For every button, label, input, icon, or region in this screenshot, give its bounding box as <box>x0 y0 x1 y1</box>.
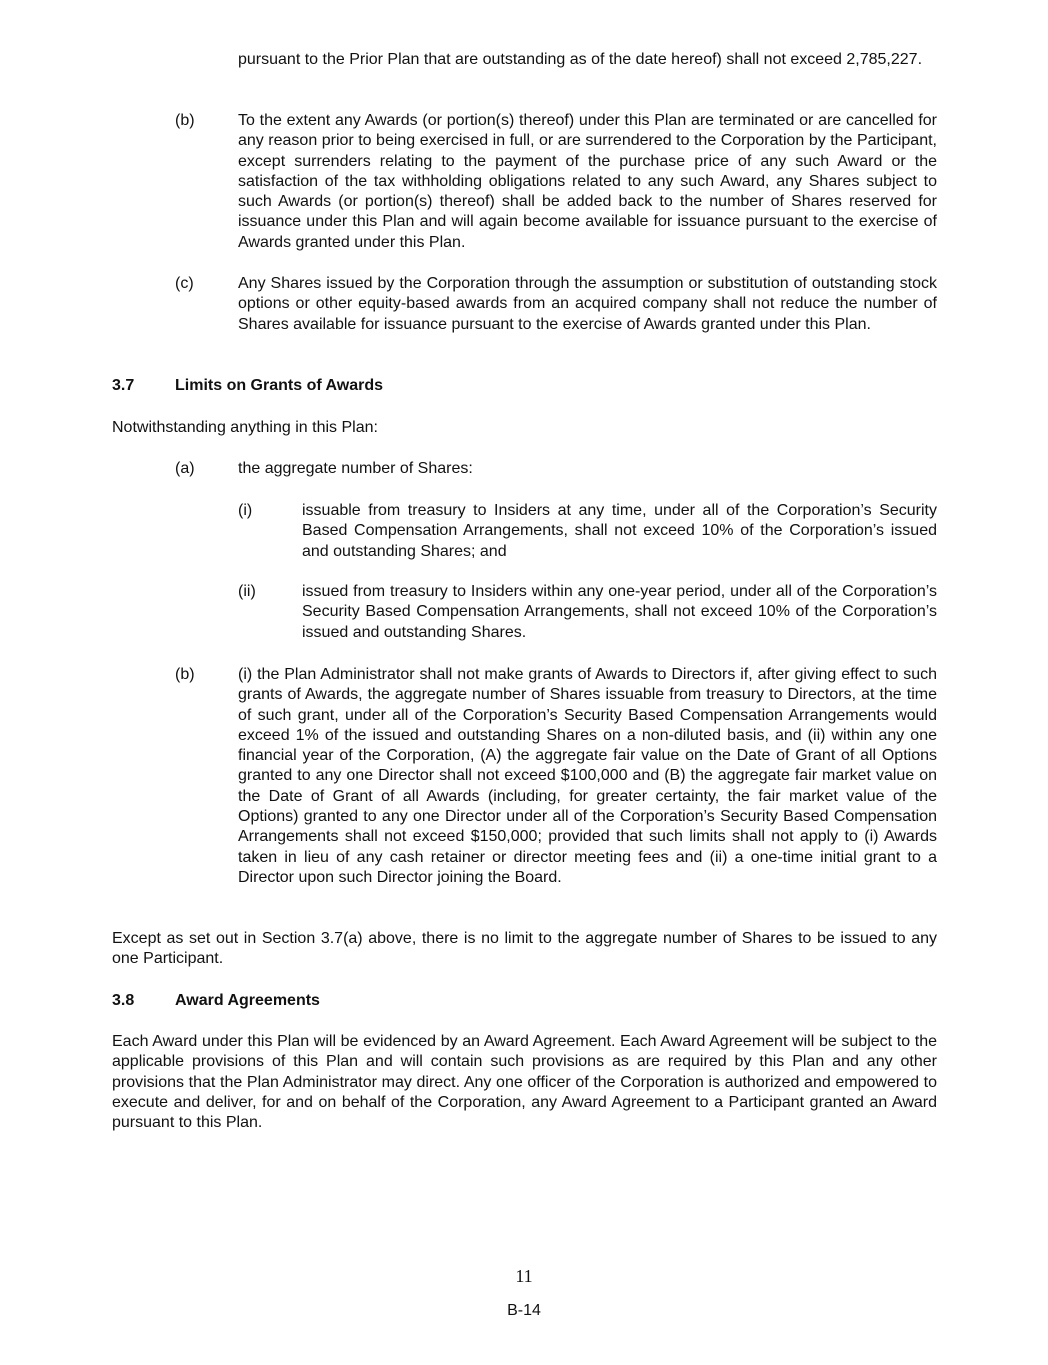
item-label: (c) <box>175 275 194 292</box>
award-agreements-paragraph: Each Award under this Plan will be evidenced by an Award Agreement. Each Award Agreement will be subject to the applicable provisions of this Plan and will contain such provisions as are required by this Plan and any other provisions that the Plan Administrator may direct. Any one officer of the Corporation is authorized and empowered to execute and deliver, for and on behalf of the Corporation, any Award Agreement to a Participant granted an Award pursuant to this Plan. <box>112 1033 937 1132</box>
section-title: Limits on Grants of Awards <box>175 377 384 394</box>
page-number: 11 <box>515 1266 533 1286</box>
subitem-label: (i) <box>238 502 253 519</box>
section-number: 3.8 <box>112 992 135 1009</box>
item-label: (a) <box>175 460 195 477</box>
item-label: (b) <box>175 666 195 683</box>
intro-paragraph: Notwithstanding anything in this Plan: <box>112 419 378 436</box>
section-title: Award Agreements <box>175 992 320 1009</box>
item-text: (i) the Plan Administrator shall not make grants of Awards to Directors if, after giving effect to such grants of Awards, the aggregate number of Shares issuable from treasury to Directors, at the time of such grant, under all of the Corporation’s Security Based Compensation Arrangements would exceed 1% of the issued and outstanding Shares on a non-diluted basis, and (ii) within any one financial year of the Corporation, (A) the aggregate fair value on the Date of Grant of all Options granted to any one Director shall not exceed $100,000 and (B) the aggregate fair market value on the Date of Grant of all Awards (including, for greater certainty, the fair market value of the Options) granted to any one Director under all of the Corporation’s Security Based Compensation Arrangements shall not exceed $150,000; provided that such limits shall not apply to (i) Awards taken in lieu of any cash retainer or director meeting fees and (ii) a one-time initial grant to a Director upon such Director joining the Board. <box>238 666 937 886</box>
item-text: Any Shares issued by the Corporation through the assumption or substitution of outstanding stock options or other equity-based awards from an acquired company shall not reduce the number of Shares available for issuance pursuant to the exercise of Awards granted under this Plan. <box>238 275 937 333</box>
section-number: 3.7 <box>112 377 135 394</box>
subitem-text: issuable from treasury to Insiders at any time, under all of the Corporation’s Security Based Compensation Arrangements, shall not exceed 10% of the Corporation’s issued and outstanding Shares; and <box>302 502 937 560</box>
closing-paragraph: Except as set out in Section 3.7(a) above, there is no limit to the aggregate number of Shares to be issued to any one Participant. <box>112 930 937 968</box>
item-text: the aggregate number of Shares: <box>238 460 473 477</box>
exhibit-page-number: B-14 <box>507 1302 541 1319</box>
item-label: (b) <box>175 112 195 129</box>
subitem-label: (ii) <box>238 583 256 600</box>
item-text: To the extent any Awards (or portion(s) thereof) under this Plan are terminated or are cancelled for any reason prior to being exercised in full, or are surrendered to the Corporation by the Participant, except surrenders relating to the payment of the purchase price of any such Award or the satisfaction of the tax withholding obligations related to any such Award, any Shares subject to such Awards (or portion(s) thereof) shall be added back to the number of Shares reserved for issuance under this Plan and will again become available for issuance pursuant to the exercise of Awards granted under this Plan. <box>238 112 937 251</box>
subitem-text: issued from treasury to Insiders within any one-year period, under all of the Corporation’s Security Based Compensation Arrangements, shall not exceed 10% of the Corporation’s issued and outstanding Shares. <box>302 583 937 641</box>
continuation-paragraph: pursuant to the Prior Plan that are outstanding as of the date hereof) shall not exceed 2,785,227. <box>238 51 923 68</box>
